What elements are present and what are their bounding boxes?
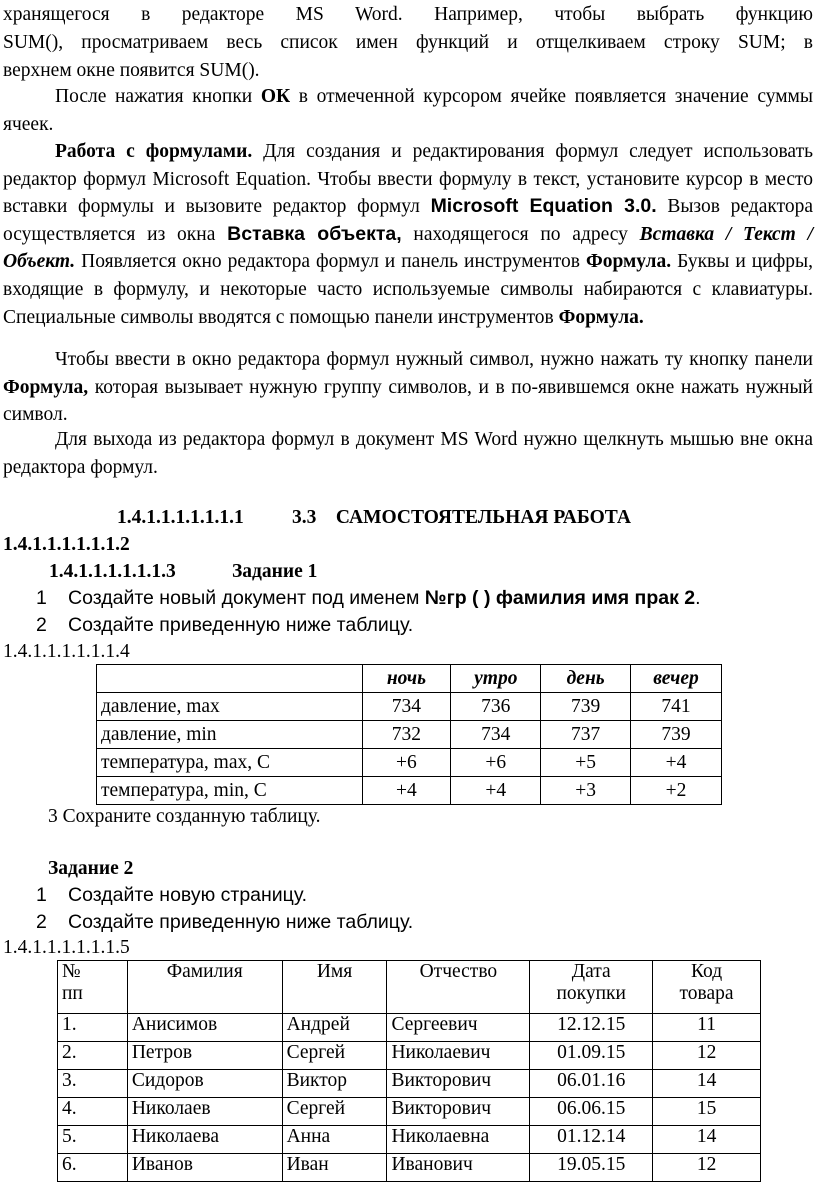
table-cell: Николаева — [127, 1126, 282, 1154]
table-cell: +6 — [362, 749, 451, 777]
table-row — [97, 721, 722, 749]
table-cell: Виктор — [282, 1070, 387, 1098]
table-row — [97, 749, 722, 777]
table-header-cell — [97, 665, 363, 693]
table-cell: Андрей — [282, 1014, 387, 1042]
table-header-row — [97, 665, 722, 693]
table-cell: 739 — [631, 721, 722, 749]
section-heading-number: 1.4.1.1.1.1.1.1.1 — [117, 507, 244, 528]
table-header-cell: Отчество — [387, 961, 530, 1014]
table2-number: 1.4.1.1.1.1.1.1.5 — [3, 937, 130, 958]
paragraph-line: верхнем окне появится SUM(). — [3, 60, 260, 81]
table-cell: 5. — [58, 1126, 128, 1154]
task1-item2: Создайте приведенную ниже таблицу. — [68, 614, 414, 636]
table-header-cell: утро — [451, 665, 541, 693]
table-cell: +5 — [541, 749, 631, 777]
table-cell: 737 — [541, 721, 631, 749]
task2-item-number: 1 — [36, 884, 47, 906]
table-row — [58, 1154, 761, 1182]
table-cell: 736 — [451, 693, 541, 721]
table-cell: Сергей — [282, 1042, 387, 1070]
table-header-cell: Имя — [282, 961, 387, 1014]
table-row — [58, 1014, 761, 1042]
table-cell: 732 — [362, 721, 451, 749]
table1-number: 1.4.1.1.1.1.1.1.4 — [3, 641, 130, 662]
table-cell: 3. — [58, 1070, 128, 1098]
table-cell: температура, min, C — [97, 777, 363, 805]
table-cell: 15 — [653, 1098, 761, 1126]
table-cell: Викторович — [387, 1070, 530, 1098]
table-cell: +3 — [541, 777, 631, 805]
table-cell: +4 — [362, 777, 451, 805]
task2-item1: Создайте новую страницу. — [68, 884, 308, 906]
table-row — [97, 777, 722, 805]
table-cell: 14 — [653, 1070, 761, 1098]
paragraph-exit-editor: Для выхода из редактора формул в документ MS Word нужно щелкнуть мышью вне окна редактора формул. — [3, 429, 813, 478]
table-cell: +4 — [451, 777, 541, 805]
task1-title: Задание 1 — [232, 561, 318, 582]
task1-number: 1.4.1.1.1.1.1.1.3 — [49, 561, 176, 582]
table-cell: 12 — [653, 1042, 761, 1070]
table-header-cell: № пп — [58, 961, 128, 1014]
table-cell: Сидоров — [127, 1070, 282, 1098]
section-subheading-number: 1.4.1.1.1.1.1.1.2 — [3, 534, 130, 555]
paragraph-ok-result: После нажатия кнопки ОК в отмеченной курсором ячейке появляется значение суммы ячеек. — [3, 86, 813, 135]
table-cell: Сергеевич — [387, 1014, 530, 1042]
table-header-cell: Код товара — [653, 961, 761, 1014]
paragraph-line: SUM(), просматриваем весь список имен функций и отщелкиваем строку SUM; в — [3, 32, 813, 53]
table-cell: 6. — [58, 1154, 128, 1182]
table-cell: 12.12.15 — [530, 1014, 653, 1042]
table-cell: +2 — [631, 777, 722, 805]
table-cell: температура, max, C — [97, 749, 363, 777]
table-row — [58, 1098, 761, 1126]
table-cell: 14 — [653, 1126, 761, 1154]
table-cell: 739 — [541, 693, 631, 721]
table-cell: Сергей — [282, 1098, 387, 1126]
table-cell: 19.05.15 — [530, 1154, 653, 1182]
table-cell: 1. — [58, 1014, 128, 1042]
table-cell: Николаевич — [387, 1042, 530, 1070]
table-header-cell: Дата покупки — [530, 961, 653, 1014]
table-header-cell: вечер — [631, 665, 722, 693]
table-cell: Петров — [127, 1042, 282, 1070]
table-cell: 734 — [362, 693, 451, 721]
task1-item3: 3 Сохраните созданную таблицу. — [48, 806, 321, 827]
task2-item-number: 2 — [36, 911, 47, 933]
table-cell: 06.06.15 — [530, 1098, 653, 1126]
table-cell: давление, max — [97, 693, 363, 721]
table-cell: Иванович — [387, 1154, 530, 1182]
paragraph-line: хранящегося в редакторе MS Word. Например, чтобы выбрать функцию — [3, 4, 813, 25]
table-cell: 734 — [451, 721, 541, 749]
table-cell: Николаев — [127, 1098, 282, 1126]
table-cell: 741 — [631, 693, 722, 721]
table-cell: Анна — [282, 1126, 387, 1154]
table-cell: 06.01.16 — [530, 1070, 653, 1098]
table-cell: 01.09.15 — [530, 1042, 653, 1070]
table-cell: 11 — [653, 1014, 761, 1042]
table-header-row — [58, 961, 761, 1014]
table-cell: Иван — [282, 1154, 387, 1182]
task2-title: Задание 2 — [48, 858, 134, 879]
table-cell: 01.12.14 — [530, 1126, 653, 1154]
table-row — [58, 1070, 761, 1098]
table-cell: +4 — [631, 749, 722, 777]
table-cell: Иванов — [127, 1154, 282, 1182]
table-row — [58, 1126, 761, 1154]
table-row — [58, 1042, 761, 1070]
table-header-cell: день — [541, 665, 631, 693]
table-cell: Викторович — [387, 1098, 530, 1126]
table-cell: +6 — [451, 749, 541, 777]
paragraph-formulas: Работа с формулами. Для создания и редактирования формул следует использовать редактор формул Microsoft Equation. Чтобы ввести формулу в текст, установите курсор в место вставки формулы и вызовите редактор формул Microsoft Equation 3.0. Вызов редактора осуществляется из окна Вставка объекта, находящегося по адресу Вставка / Текст / Объект. Появляется окно редактора формул и панель инструментов Формула. Буквы и цифры, входящие в формулу, и некоторые часто используемые символы набираются с клавиатуры. Специальные символы вводятся с помощью панели инструментов Формула. — [3, 141, 814, 328]
table-cell: давление, min — [97, 721, 363, 749]
paragraph-formula-symbol: Чтобы ввести в окно редактора формул нужный символ, нужно нажать ту кнопку панели Формула, которая вызывает нужную группу символов, и в по-явившемся окне нажать нужный символ. — [3, 349, 813, 426]
table-cell: 2. — [58, 1042, 128, 1070]
task1-item-number: 1 — [36, 587, 47, 609]
table-cell: Анисимов — [127, 1014, 282, 1042]
table-cell: 12 — [653, 1154, 761, 1182]
task1-item-number: 2 — [36, 614, 47, 636]
table-cell: 4. — [58, 1098, 128, 1126]
table-row — [97, 693, 722, 721]
table-header-cell: Фамилия — [127, 961, 282, 1014]
purchases-table — [57, 960, 761, 1182]
weather-table — [96, 664, 722, 805]
section-heading: 3.3 САМОСТОЯТЕЛЬНАЯ РАБОТА — [292, 507, 631, 528]
table-header-cell: ночь — [362, 665, 451, 693]
task1-item1: Создайте новый документ под именем №гр ( ) фамилия имя прак 2. — [68, 587, 701, 609]
table-cell: Николаевна — [387, 1126, 530, 1154]
task2-item2: Создайте приведенную ниже таблицу. — [68, 911, 414, 933]
